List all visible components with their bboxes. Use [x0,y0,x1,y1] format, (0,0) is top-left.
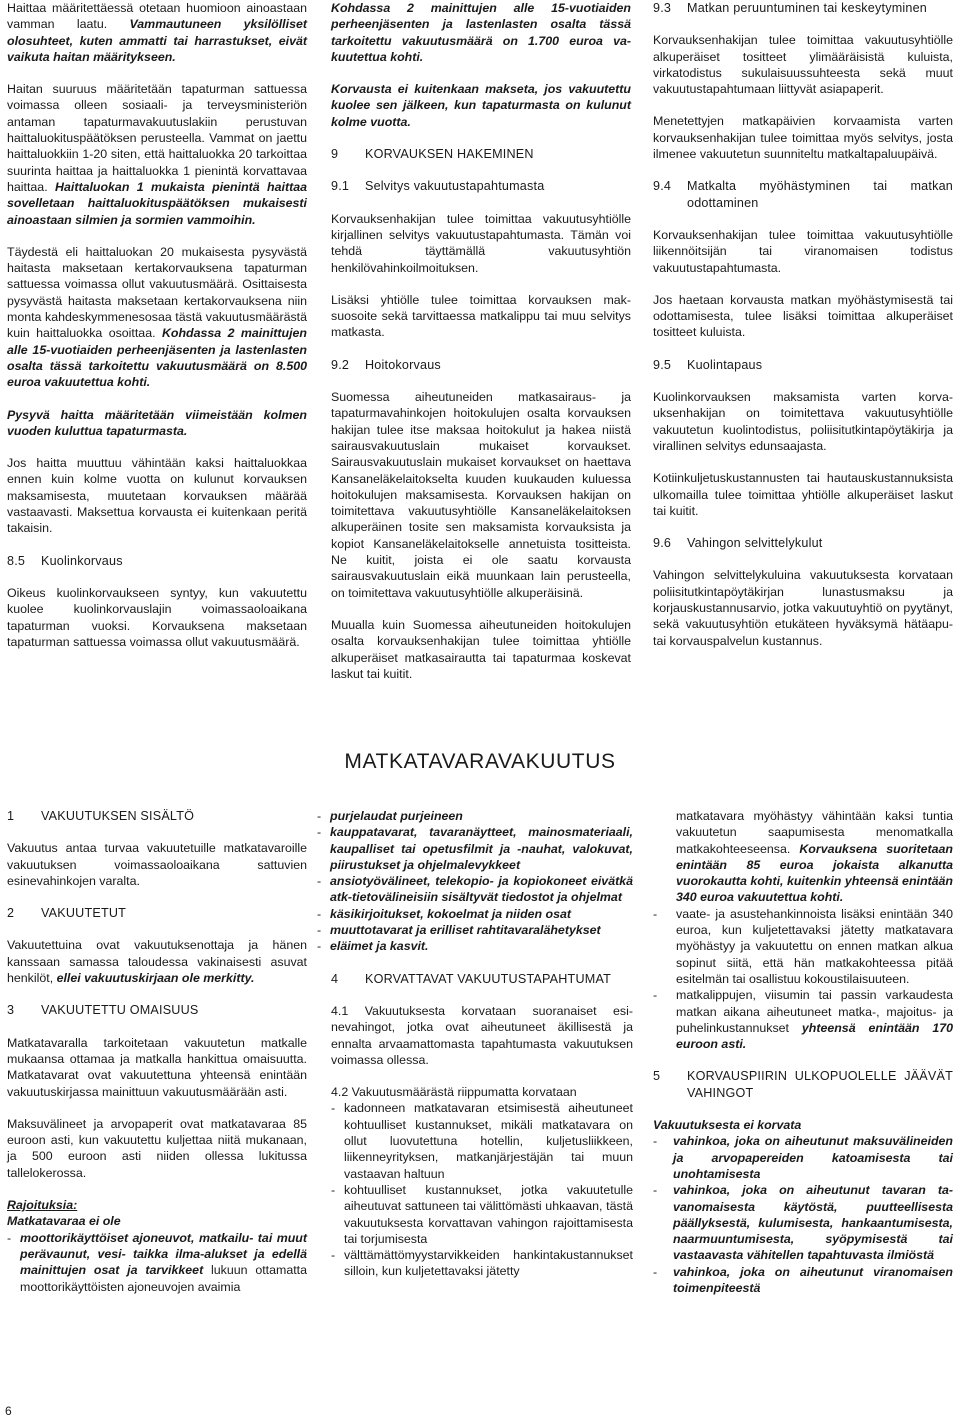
paragraph: Suomessa aiheutuneiden matkasairaus- ja tapaturmavahinkojen hoitokulujen osalta korvauksen hakijan tulee itse maksaa hoitokulut ja hakea niistä sairausvakuutuslain mukaiset korvaukset. Sairausvakuutuslain mukaiset korvaukset on haettava Kansaneläkelaitokselta kuuden kuukauden kuluessa hoitokulujen maksamisesta. Korvauksen hakijan on toimitettava vakuutusyhtiölle Kansaneläkelaitoksen alkuperäinen tosite sen maksamista korvauksista ja kopiot Kansaneläkelaitokselle annetuista tositteista. Ne kuitit, joista ei ole saatu korvausta sairausvakuutuslain eikä muunkaan lain perusteella, on toimitettava vakuutusyhtiölle alkuperäisinä. [331,390,631,600]
upper-column-1 [7,0,307,666]
list-dash: - [331,1182,336,1197]
body-text: Haittaa määritettäessä otetaan huomioon ainoastaan vamman laatu. [7,1,307,32]
section-title: Kuolinkorvaus [41,553,123,568]
paragraph: Oikeus kuolinkorvaukseen syntyy, kun vakuutettu kuolee kuolinkorvauslajin voimassaoloaikana tapaturman vuoksi. Korvauksena maksetaan tapaturman sattuessa voimassa ollut vakuutusmäärä. [7,585,307,649]
list-item-text [676,987,953,1052]
section-heading [653,535,953,551]
list-item-text: purjelaudat purjeineen [330,809,463,823]
emphasized-text: Haittaluokan 1 mukaista pienintä haittaa sovelletaan haittaluokituspäätöksen mukaisesti ainoastaan silmien ja sormien vammoihin. [7,179,307,227]
paragraph [653,808,953,906]
section-number: 9.1 [331,179,350,194]
list-item [7,1230,307,1295]
list-item [317,824,633,873]
list-item-text: käsikirjoitukset, kokoelmat ja niiden osat [330,906,572,921]
body-text: Täydestä eli haittaluokan 20 mukaisesta pysyvästä haitasta maksetaan kertakorvauksena tapaturman sattuessa voimassa ollut vakuutusmäärä. Osittaisesta pysyvästä haitasta maksetaan kertakorvauksena niin monta kahdeskymmenesosaa tästä vakuutusmäärästä kuin haittaluokka osoittaa. [7,244,307,341]
list-item-text: vahinkoa, joka on aiheutunut tavaran tavanomaisesta käytöstä, puutteellisesta päällyksestä, kulumisesta, hankaantumisesta, naarmuuntumisesta, syöpymisestä tai vastaavasta vähitellen tapahtuvasta ilmiöstä [673,1183,953,1263]
emphasized-text: yhteensä enintään 170 euroon asti. [676,1020,953,1052]
list-item-text: kauppatavarat, tavaranäytteet, mainosmateriaali, kaupalliset tai opetusfilmit ja -nauhat, valokuvat, piirustukset ja ohjelmalevykkeet [330,825,633,872]
list-item-text: kohtuulliset kustannukset, jotka vakuutetulle aiheutuvat sattuneen tai välittömästi uhkaavan, tästä vakuutuksesta korvattavan vahingon rajoittamisesta tai torjumisesta [344,1182,633,1246]
paragraph: Korvauksenhakijan tulee toimittaa vakuutusyhtiölle liikennöitsijän tai viranomaisen todistus vakuutustapahtumasta. [653,227,953,275]
paragraph: Lisäksi yhtiölle tulee toimittaa korvauksen maksuosoite sekä tarvittaessa matkalippu tai muu selvitys matkasta. [331,292,631,340]
section-number: 2 [7,906,15,921]
paragraph: Vahingon selvittelykuluina vakuutuksesta korvataan poliisitutkintapöytäkirjan lunastusmaksu ja korjauskustannusarvio, jotka vakuutuyhtiö on pyytänyt, sekä vakuutusyhtiön etukäteen hyväksymä hätäapu- tai korvauspalvelun kustannus. [653,568,953,648]
exclusions-subtitle: Vakuutuksesta ei korvata [653,1118,802,1133]
section-number: 9.5 [653,357,672,372]
section-heading [7,1002,307,1018]
list-dash: - [317,923,322,938]
list-dash: - [653,988,658,1003]
paragraph: Jos haetaan korvausta matkan myöhästymisestä tai odottamisesta, tulee lisäksi toimittaa alkuperäiset tositteet kuluista. [653,292,953,340]
list-dash: - [653,1264,658,1279]
body-text: Vakuutettuina ovat vakuutuksenottaja ja hänen kanssaan samassa taloudessa vakinaisesti asuvat henkilöt, [7,938,307,986]
list-item-text: muuttotavarat ja erilliset rahtitavaralähetykset [330,923,601,938]
section-title: Kuolintapaus [687,357,763,372]
paragraph: Korvausta ei kuitenkaan makseta, jos vakuutettu kuolee sen jälkeen, kun tapaturmasta on kulunut kolme vuotta. [331,82,631,129]
list-dash: - [653,1183,658,1198]
section-heading [653,1068,953,1101]
paragraph: Kuolinkorvauksen maksamista varten korvauksenhakijan on toimitettava vakuutusyhtiölle vakuutetun kuolintodistus, poliisitutkintapöytäkirja ja virallinen selvitys edunsaajasta. [653,390,953,453]
exclusions-list [653,1133,953,1296]
document-title: MATKATAVARAVAKUUTUS [344,750,616,773]
section-title: VAKUUTETUT [41,906,127,921]
list-item-text: välttämättömyystarvikkeiden hankintakustannukset silloin, kun kuljetettavaksi jätetty [344,1248,633,1279]
list-item-text: kadonneen matkatavaran etsimisestä aiheutuneet kohtuulliset kustannukset, mikäli matkatavara on ollut luovutettuna hotellin, kuljetusliikkeen, liikenneyrityksen, matkanjärjestäjän tai muun vastaavan haltuun [344,1101,633,1181]
emphasized-text: Vammautuneen yksilölliset olosuhteet, kuten ammatti tai harrastukset, eivät vaikuta haitan määritykseen. [7,17,307,64]
list-item [317,922,633,938]
emphasized-text: Kohdassa 2 mainittujen alle 15-vuotiaiden perheenjäsenten ja lastenlasten osalta tässä tarkoitettu vakuutusmäärä on 8.500 euroa vakuutettua kohti. [7,326,307,390]
list-item [653,987,953,1052]
section-title: Vahingon selvittelykulut [687,536,823,551]
list-item [317,906,633,922]
body-text: Haitan suuruus määritetään tapaturman sattuessa voimassa olleen sosiaali- ja terveysministeriön antaman tapaturmavakuutuslakiin perustuvan haittaluokituspäätöksen perusteella. Vammat on jaettu haittaluokkiin 1-20 siten, että haittaluokka 20 tarkoittaa suurinta haittaa ja haittaluokka 1 pienintä korvattavaa haittaa. [7,82,307,194]
section-title: KORVAUKSEN HAKEMINEN [365,147,534,162]
section-heading [331,178,631,194]
lower-column-1 [7,808,307,1295]
paragraph: Matkatavaralla tarkoitetaan vakuutetun matkalle mukaansa ottamaa ja matkalla hankittua omaisuutta. Matkatavarat ovat vakuutettuna yhteensä enintään vakuutuskirjassa mainittuun vakuutusmäärään asti. [7,1035,307,1099]
excluded-items-list [317,808,633,955]
list-item-text: vaate- ja asustehankinnoista lisäksi enintään 340 euroa, kun kuljetettavaksi jätetty matkatavara myöhästyy ja vakuutettu on ennen matkan alkua sopinut siitä, että hän matkakohteessa pitää esitelmän tai osallistuu kokoustilaisuuteen. [676,906,953,986]
list-item-text: vahinkoa, joka on aiheutunut maksuvälineiden ja arvopapereiden katoamisesta tai unohtamisesta [673,1134,953,1181]
list-item [653,1133,953,1182]
paragraph [7,81,307,228]
page-number: 6 [5,1404,12,1418]
list-dash: - [7,1230,12,1245]
section-heading [653,0,953,16]
section-number: 9.3 [653,1,672,15]
paragraph: Korvauksenhakijan tulee toimittaa vakuutusyhtiölle alkuperäiset tositteet ylimääräisistä kuluista, virkatodistus sukulaisuussuhteesta sekä muut vakuutustapahtumaan liittyvät asiapaperit. [653,33,953,97]
section-number: 9.6 [653,536,672,551]
section-number: 9 [331,147,339,162]
paragraph: Kohdassa 2 mainittujen alle 15-vuotiaiden perheenjäsenten ja lastenlasten osalta tässä tarkoitettu vakuutusmäärä on 1.700 euroa vakuutettua kohti. [331,1,631,64]
list-item [317,873,633,906]
paragraph: Muualla kuin Suomessa aiheutuneiden hoitokulujen osalta korvauksenhakijan tulee toimittaa yhtiölle alkuperäiset matkasairautta tai tapaturmaa koskevat laskut tai kuitit. [331,617,631,681]
section-heading [7,553,307,569]
list-dash: - [317,906,322,921]
list-dash: - [653,906,658,921]
body-text: matkalippujen, viisumin tai passin varkaudesta matkan aikana aiheutuneet matka-, majoitus- ja puhelinkustannukset [676,988,953,1035]
list-item [653,1264,953,1297]
paragraph: Kotiinkuljetuskustannusten tai hautauskustannuksista ulkomailla tulee toimittaa yhtiölle alkuperäiset laskut tai kuitit. [653,471,953,518]
lower-column-3 [653,808,953,1296]
paragraph [7,244,307,391]
list-dash: - [317,939,322,954]
paragraph: Vakuutus antaa turvaa vakuutetuille matkatavaroille vakuutuksen voimassaoloaikana sattuvien esinevahinkojen varalta. [7,841,307,888]
section-title: Hoitokorvaus [365,357,441,372]
section-number: 9.2 [331,357,350,372]
list-dash: - [653,1134,658,1149]
emphasized-text: moottorikäyttöiset ajoneuvot, matkailu- tai muut perävaunut, vesi- taikka ilma-alukset ja edellä mainittujen osat ja tarvikkeet [20,1230,307,1278]
list-item [317,938,633,954]
paragraph: Menetettyjen matkapäivien korvaamista varten korvauksenhakijan tulee toimittaa myös selvitys, josta ilmenee vakuutetun suunniteltu matkaltapaluupäivä. [653,114,953,162]
list-dash: - [317,825,322,840]
list-dash: - [317,874,322,889]
section-title: VAKUUTETTU OMAISUUS [41,1003,199,1018]
section-heading [331,357,631,373]
emphasized-text: ellei vakuutuskirjaan ole merkitty. [56,971,255,986]
section-number: 9.4 [653,179,672,194]
paragraph: 4.2 Vakuutusmäärästä riippumatta korvataan [331,1085,577,1100]
list-dash: - [317,809,322,823]
paragraph: Korvauksenhakijan tulee toimittaa vakuutusyhtiölle kirjallinen selvitys vakuutustapahtumasta. Tämän voi tehdä täyttämällä vakuutusyhtiön henkilövahinkoilmoituksen. [331,211,631,275]
restrictions-subtitle: Matkatavaraa ei ole [7,1214,121,1229]
upper-column-3 [653,0,953,665]
section-number: 4 [331,971,339,986]
restrictions-label: Rajoituksia: [7,1198,78,1213]
section-title: KORVATTAVAT VAKUUTUSTAPAHTUMAT [365,971,611,986]
lower-column-2 [317,808,633,1280]
list-item [331,1247,633,1280]
section-number: 5 [653,1069,661,1084]
list-item [317,808,633,824]
section-heading [7,905,307,921]
section-heading [7,808,307,824]
section-number: 1 [7,809,15,823]
paragraph: Maksuvälineet ja arvopaperit ovat matkatavaraa 85 euroon asti, kun vakuutettu kuljettaa niitä mukanaan, ja 500 euroon asti niiden ollessa lukitussa tallelokerossa. [7,1116,307,1180]
list-item [331,1100,633,1181]
section-heading [653,357,953,373]
body-text: matkatavara myöhästyy vähintään kaksi tuntia vakuutetun saapumisesta menomatkalla matkakohteeseensa. [676,809,953,856]
list-item-text [20,1230,307,1295]
section-title: VAKUUTUKSEN SISÄLTÖ [41,809,195,823]
body-text: lukuun ottamatta moottorikäyttöisten ajoneuvojen avaimia [20,1263,307,1294]
paragraph: Jos haitta muuttuu vähintään kaksi haittaluokkaa ennen kuin kolme vuotta on kulunut korvauksen maksamisesta, muutetaan korvauksen määrää vastaavasti. Maksettua korvausta ei kuitenkaan peritä takaisin. [7,456,307,536]
section-title: Matkan peruuntuminen tai keskeytyminen [687,1,928,15]
section-title: Selvitys vakuutustapahtumasta [365,179,545,194]
section-heading [317,971,633,987]
paragraph [7,937,307,986]
list-item-text: vahinkoa, joka on aiheutunut viranomaisen toimenpiteestä [673,1264,953,1296]
paragraph: Pysyvä haitta määritetään viimeistään kolmen vuoden kuluttua tapaturmasta. [7,407,307,438]
section-title: KORVAUSPIIRIN ULKOPUOLELLE JÄÄVÄT VAHINGOT [687,1069,953,1100]
section-number: 3 [7,1003,15,1018]
emphasized-text: Korvauksena suoritetaan enintään 85 euroa jokaista alkanutta vuorokautta kohti, kuitenkin yhteensä enintään 340 euroa vakuutettua kohti. [676,841,953,905]
list-item-text: ansiotyövälineet, telekopio- ja kopiokoneet eivätkä atk-tietovälineisiin sisältyvät tiedostot ja ohjelmat [330,874,633,905]
list-dash: - [331,1248,336,1263]
section-heading [331,146,631,162]
paragraph [7,0,307,65]
section-heading [653,178,953,211]
covered-costs-list [317,1100,633,1279]
section-number: 8.5 [7,553,26,568]
section-title: Matkalta myöhästyminen tai matkan odottaminen [687,179,953,210]
list-item [331,1182,633,1247]
list-item [653,906,953,987]
list-dash: - [331,1101,336,1116]
upper-column-2 [331,0,631,698]
list-item-text: eläimet ja kasvit. [330,939,429,954]
paragraph: 4.1 Vakuutuksesta korvataan suoranaiset esinevahingot, jotka ovat aiheutuneet äkillisestä ja ennalta arvaamattomasta tapahtumasta vakuutuksen voimassa ollessa. [331,1003,633,1067]
list-item [653,1182,953,1263]
